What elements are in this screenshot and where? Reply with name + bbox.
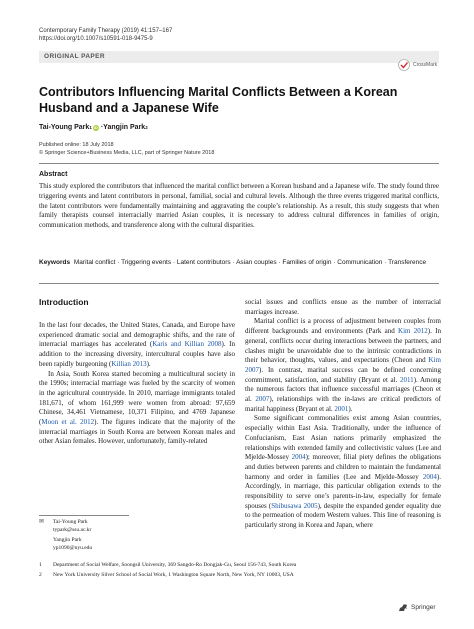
citation-link[interactable]: 2011 bbox=[399, 375, 414, 384]
crossmark-badge[interactable] bbox=[398, 57, 438, 73]
keywords-list: Marital conflict · Triggering events · Latent contributors · Asian couples · Families of origin · Communication · Transference bbox=[73, 259, 427, 266]
footnote-divider bbox=[39, 515, 129, 516]
citation-link[interactable]: 2007 bbox=[255, 395, 270, 404]
abstract-heading: Abstract bbox=[39, 171, 68, 178]
doi-link[interactable]: https://doi.org/10.1007/s10591-018-9475-9 bbox=[39, 36, 153, 42]
paragraph: Marital conflict is a process of adjustment between couples from different backgrounds and environments (Park and Kim 2012). In general, conflicts occur during interactions between the partners, and clashes might be unavoidable due to the intrinsic contradictions in their behavior, thoughts, values, and expectations (Cheon and Kim 2007). In contrast, marital success can be defined concerning commitment, satisfaction, and stability (Bryant et al. 2011). Among the numerous factors that influence successful marriages (Cheon et al. 2007), relationships with the in-laws are critical predictors of marital happiness (Bryant et al. 2001). bbox=[245, 317, 441, 413]
contact-email-2[interactable]: yp1090@nyu.edu bbox=[53, 544, 93, 551]
introduction-heading: Introduction bbox=[39, 297, 89, 307]
divider bbox=[39, 163, 439, 164]
article-type-label: ORIGINAL PAPER bbox=[44, 53, 105, 60]
crossmark-label: CrossMark bbox=[413, 62, 438, 68]
copyright-line: © Springer Science+Business Media, LLC, part of Springer Nature 2018 bbox=[39, 149, 215, 156]
contact-email-1[interactable]: typark@ssu.ac.kr bbox=[53, 526, 92, 533]
envelope-icon: ✉ bbox=[39, 519, 45, 525]
author-separator: · bbox=[100, 124, 104, 131]
citation-link[interactable]: Killian 2013 bbox=[111, 359, 147, 368]
citation-link[interactable]: 2004 bbox=[291, 453, 306, 462]
body-column-left bbox=[39, 321, 235, 447]
paragraph: social issues and conflicts ensue as the number of interracial marriages increase. bbox=[245, 298, 441, 316]
citation-link[interactable]: Moon et al. 2012 bbox=[41, 418, 95, 427]
keywords-heading: Keywords bbox=[39, 259, 71, 266]
publisher-name: Springer bbox=[411, 604, 436, 611]
published-online: Published online: 18 July 2018 bbox=[39, 142, 114, 148]
springer-horse-icon bbox=[398, 603, 409, 612]
citation-link[interactable]: Karis and Killian 2008 bbox=[152, 340, 222, 349]
citation-link[interactable]: Kim 2012 bbox=[398, 327, 428, 336]
citation-link[interactable]: 2004 bbox=[422, 472, 437, 481]
affiliation-number: 2 bbox=[39, 572, 42, 579]
body-column-right bbox=[245, 298, 441, 531]
author-2-affiliation-mark: 2 bbox=[145, 125, 148, 130]
article-type-banner bbox=[39, 51, 439, 63]
citation-link[interactable]: 2001 bbox=[334, 404, 349, 413]
author-1-affiliation-mark: 1 bbox=[89, 125, 92, 130]
divider bbox=[39, 283, 439, 284]
author-2-name[interactable]: Yangjin Park bbox=[103, 124, 146, 131]
publisher-logo bbox=[398, 603, 436, 612]
affiliation-number: 1 bbox=[39, 562, 42, 568]
paragraph: In Asia, South Korea started becoming a multicultural society in the 1990s; interracial marriage was fueled by the scarcity of women in the agricultural countryside. In 2010, marriage immigrants totaled 181,671, of whom 161,999 were women from abroad: 97,659 Chinese, 34,461 Vietnamese, 10,371 Filipino, and 4769 Japanese (Moon et al. 2012). The figures indicate that the majority of the interracial marriages in South Korea are between Korean males and other Asian females. However, unfortunately, family-related bbox=[39, 369, 235, 446]
citation-link[interactable]: Kim 2007 bbox=[245, 356, 441, 374]
crossmark-icon bbox=[398, 59, 410, 71]
abstract-text: This study explored the contributors that influenced the marital conflict between a Korean husband and a Japanese wife. The study found three triggering events and latent contributors in personal, familial, social and cultural levels. Although the three events triggered marital conflicts, the latent contributors were fundamentally maintaining and aggravating the couple’s relationship. As a result, this study suggests that when family therapists counsel interracially married Asian couples, it is necessary to address cultural differences in families of origin, communication methods, and transference along with the cultural disparities. bbox=[39, 182, 439, 230]
contact-author-2: Yangjin Park bbox=[53, 537, 82, 544]
paragraph: Some significant commonalities exist among Asian countries, especially within East Asia. Traditionally, under the influence of Confucianism, East Asian nations primarily emphasized the relationships with extended family and collectivistic values (Lee and Mjelde-Mossey 2004); moreover, filial piety defines the obligations and duties between parents and children to maintain the fundamental harmony and order in families (Lee and Mjelde-Mossey 2004). Accordingly, in marriage, this particular obligation extends to the responsibility to serve one’s parents-in-law, especially for female spouses (Shibusawa 2005), despite the expanded gender equality due to the permeation of modern Western values. This line of reasoning is particularly strong in Korea and Japan, where bbox=[245, 414, 441, 530]
journal-header bbox=[39, 27, 172, 43]
journal-citation: Contemporary Family Therapy (2019) 41:157–167 bbox=[39, 28, 173, 34]
paragraph: In the last four decades, the United States, Canada, and Europe have experienced dramatic social and demographic shifts, and the rate of interracial marriages has accelerated (Karis and Killian 2008). In addition to the increasing diversity, intercultural couples have also been rapidly burgeoning (Killian 2013). bbox=[39, 321, 235, 368]
affiliation-text: Department of Social Welfare, Soongsil University, 369 Sangdo-Ro Dongjak-Gu, Seoul 156-743, South Korea bbox=[53, 562, 297, 568]
keywords bbox=[39, 258, 439, 267]
affiliation-text: New York University Silver School of Social Work, 1 Washington Square North, New York, NY 10003, USA bbox=[53, 572, 294, 579]
publication-info bbox=[39, 142, 214, 157]
affiliations bbox=[39, 562, 296, 583]
contact-author-1: Tai-Young Park bbox=[53, 519, 88, 525]
author-1-name[interactable]: Tai-Young Park bbox=[39, 124, 90, 131]
corresponding-contacts bbox=[39, 519, 92, 552]
author-line bbox=[39, 124, 148, 131]
article-title: Contributors Influencing Marital Conflicts Between a Korean Husband and a Japanese Wife bbox=[39, 85, 398, 115]
citation-link[interactable]: Shibusawa 2005 bbox=[271, 501, 318, 510]
orcid-icon[interactable]: iD bbox=[93, 124, 98, 130]
